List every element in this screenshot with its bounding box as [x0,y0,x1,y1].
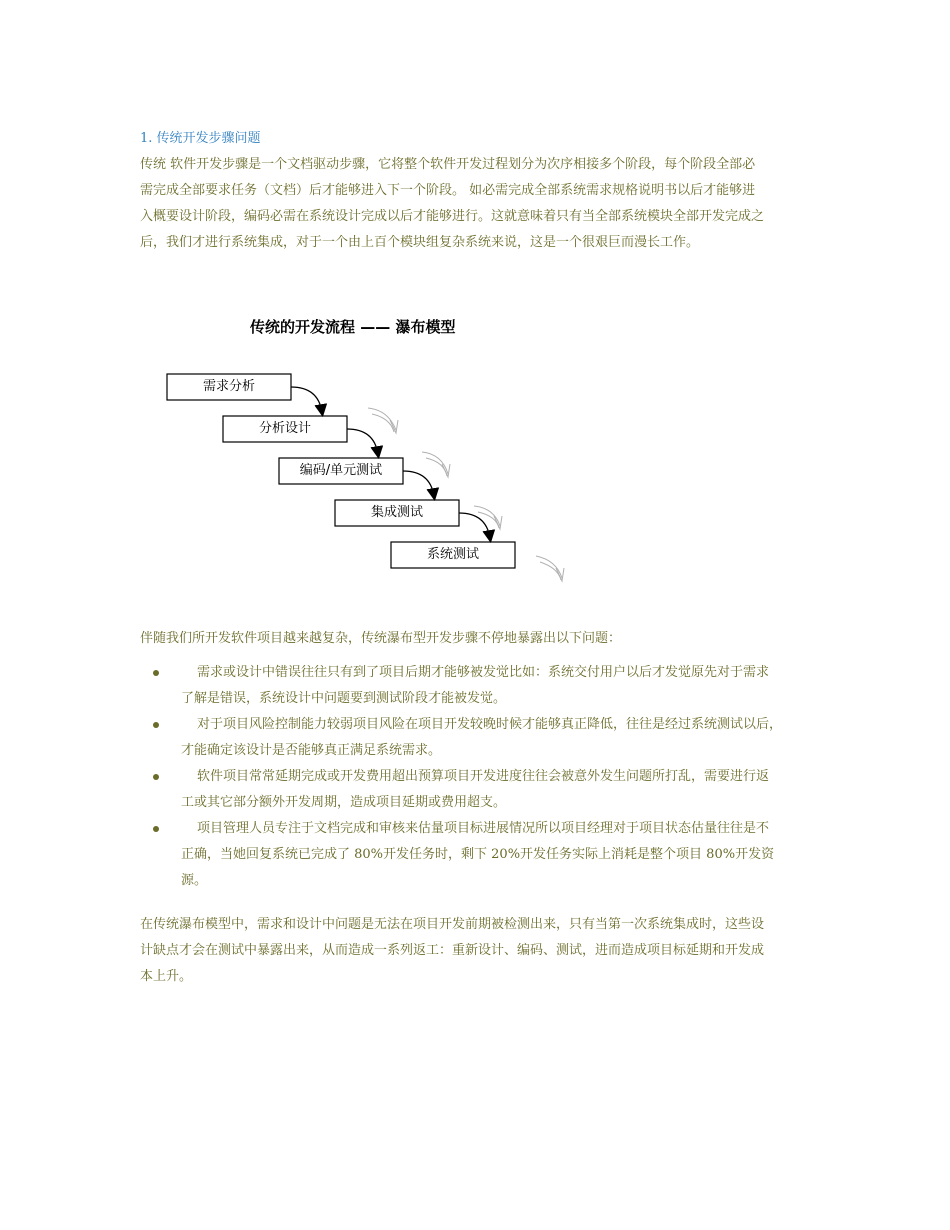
bullet-icon [153,670,159,676]
list-item-line: 软件项目常常延期完成或开发费用超出预算项目开发进度往往会被意外发生问题所打乱，需要进行返 [197,769,770,784]
stage-label-analysis: 分析设计 [258,421,311,436]
lead-paragraph [140,626,820,652]
stage-label-integration: 集成测试 [370,505,423,520]
bullet-icon [153,774,159,780]
list-item [140,660,830,712]
flow-arrow [459,513,490,538]
waterfall-diagram-graphic [160,312,590,602]
list-item-line: 对于项目风险控制能力较弱项目风险在项目开发较晚时候才能够真正降低，往往是经过系统测试以后， [197,717,783,732]
flow-arrow [291,387,322,412]
feedback-arrow [368,408,398,433]
list-item-line: 正确，当她回复系统已完成了 80%开发任务时，剩下 20%开发任务实际上消耗是整个项目 80%开发资 [181,847,775,862]
list-item-line: 源。 [181,873,208,888]
problem-list [140,660,830,894]
list-item [140,712,830,764]
conclusion-paragraph [140,912,820,990]
flow-arrow [347,429,378,454]
list-item-line: 才能确定该设计是否能够真正满足系统需求。 [181,743,442,758]
feedback-arrow [536,556,564,581]
waterfall-diagram [160,312,590,602]
list-item-line: 需求或设计中错误往往只有到了项目后期才能够被发觉比如：系统交付用户以后才发觉原先对于需求 [197,665,770,680]
conclusion-line: 本上升。 [140,969,193,984]
flow-arrow [403,471,434,496]
lead-line: 伴随我们所开发软件项目越来越复杂，传统瀑布型开发步骤不停地暴露出以下问题： [140,631,622,646]
bullet-icon [153,826,159,832]
section-heading: 1. 传统开发步骤问题 [140,131,261,146]
list-item-line: 项目管理人员专注于文档完成和审核来估量项目标进展情况所以项目经理对于项目状态估量往往是不 [197,821,770,836]
intro-line: 入概要设计阶段，编码必需在系统设计完成以后才能够进行。这就意味着只有当全部系统模块全部开发完成之 [140,209,765,224]
intro-line: 需完成全部要求任务（文档）后才能够进入下一个阶段。 如必需完成全部系统需求规格说明书以后才能够进 [140,183,756,198]
list-item [140,816,830,894]
conclusion-line: 在传统瀑布模型中，需求和设计中问题是无法在项目开发前期被检测出来，只有当第一次系统集成时，这些设 [140,917,765,932]
diagram-title: 传统的开发流程 —— 瀑布模型 [250,318,456,336]
feedback-arrow [422,452,450,477]
list-item [140,764,830,816]
conclusion-line: 计缺点才会在测试中暴露出来，从而造成一系列返工：重新设计、编码、测试，进而造成项目标延期和开发成 [140,943,765,958]
list-item-line: 工或其它部分额外开发周期，造成项目延期或费用超支。 [181,795,507,810]
intro-line: 后，我们才进行系统集成，对于一个由上百个模块组复杂系统来说，这是一个很艰巨而漫长工作。 [140,235,700,250]
intro-line: 传统 软件开发步骤是一个文档驱动步骤，它将整个软件开发过程划分为次序相接多个阶段，每个阶段全部必 [140,157,756,172]
stage-label-system-test: 系统测试 [426,547,479,562]
stage-label-coding: 编码/单元测试 [299,463,383,478]
bullet-icon [153,722,159,728]
list-item-line: 了解是错误，系统设计中问题要到测试阶段才能被发觉。 [181,691,507,706]
intro-paragraph [140,152,820,256]
stage-label-requirements: 需求分析 [202,379,255,394]
